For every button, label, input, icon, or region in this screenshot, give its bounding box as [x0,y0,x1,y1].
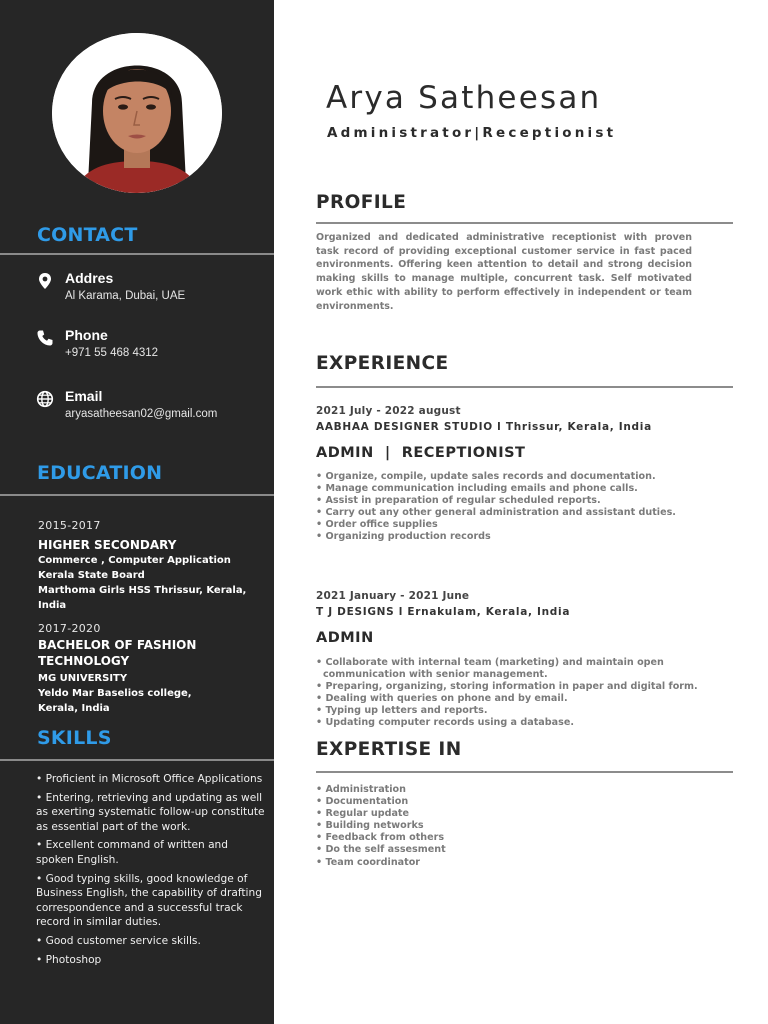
profile-heading: PROFILE [316,192,407,213]
candidate-role: Administrator|Receptionist [327,125,617,141]
phone-icon [36,329,54,347]
job-duty: • Organize, compile, update sales records and documentation. [316,471,656,482]
location-pin-icon [36,272,54,290]
education-degree: HIGHER SECONDARY [38,538,177,552]
profile-summary: Organized and dedicated administrative receptionist with proven task record of providing exceptional customer service in fast paced environments. Offering keen attention to detail and strong decision making skills to manage multiple, concurrent task. Self motivated work ethic with ability to perform effectively in independent or team environments. [316,232,692,312]
contact-divider [0,253,274,255]
skill-item: • Proficient in Microsoft Office Applications [36,773,263,785]
experience-divider [316,386,733,388]
education-detail: MG UNIVERSITY [38,673,128,684]
contact-email-label: Email [65,388,103,404]
education-detail: Kerala State Board [38,570,145,581]
expertise-item: • Administration [316,784,406,795]
job-duty: • Order office supplies [316,519,438,531]
expertise-item: • Documentation [316,796,409,808]
contact-heading: CONTACT [37,224,138,246]
education-detail: Commerce , Computer Application [38,555,231,566]
education-years: 2017-2020 [38,622,101,635]
job-duty: • Dealing with queries on phone and by email. [316,693,568,705]
job-duty: communication with senior management. [323,669,548,681]
job-duties [316,657,716,730]
job-company: AABHAA DESIGNER STUDIO l Thrissur, Kerala, India [316,421,652,433]
globe-icon [36,390,54,408]
job-duties [316,471,716,544]
job-company: T J DESIGNS l Ernakulam, Kerala, India [316,606,571,618]
profile-photo [52,33,222,193]
education-years: 2015-2017 [38,519,101,532]
education-divider [0,494,274,496]
experience-heading: EXPERIENCE [316,353,449,374]
skill-item: • Good typing skills, good knowledge of Business English, the capability of drafting correspondence and a successful track record in similar duties. [36,872,262,929]
skills-list [36,772,268,971]
job-duty: • Typing up letters and reports. [316,705,488,717]
contact-phone-label: Phone [65,327,108,343]
expertise-divider [316,771,733,773]
contact-address-label: Addres [65,270,114,286]
expertise-item: • Team coordinator [316,856,421,868]
job-duty: • Updating computer records using a database. [316,717,574,729]
job-duty: • Organizing production records [316,531,491,543]
sidebar [0,0,274,1024]
skills-divider [0,759,274,761]
candidate-name: Arya Satheesan [326,80,602,116]
contact-email-value: aryasatheesan02@gmail.com [65,408,218,420]
expertise-item: • Building networks [316,820,424,832]
job-date: 2021 July - 2022 august [316,405,461,417]
skills-heading: SKILLS [37,727,112,749]
education-detail: Marthoma Girls HSS Thrissur, Kerala, India [38,585,247,611]
job-duty: • Collaborate with internal team (marketing) and maintain open [316,657,664,668]
job-role: ADMIN | RECEPTIONIST [316,445,526,461]
contact-phone-value: +971 55 468 4312 [65,347,159,359]
skill-item: • Excellent command of written and spoken English. [36,839,228,866]
skill-item: • Photoshop [36,953,102,966]
profile-divider [316,222,733,224]
expertise-list [316,784,716,869]
job-duty: • Preparing, organizing, storing information in paper and digital form. [316,681,698,693]
skill-item: • Entering, retrieving and updating as well as exerting systematic follow-up constitute as essential part of the work. [36,791,265,833]
education-detail: Yeldo Mar Baselios college, Kerala, India [38,688,192,714]
expertise-item: • Regular update [316,808,410,820]
education-heading: EDUCATION [37,462,163,484]
skill-item: • Good customer service skills. [36,934,201,947]
expertise-item: • Do the self assesment [316,844,446,856]
job-role: ADMIN [316,630,374,646]
job-duty: • Assist in preparation of regular scheduled reports. [316,495,601,507]
education-degree: BACHELOR OF FASHION TECHNOLOGY [38,638,197,668]
profile-photo-image [52,33,222,193]
expertise-item: • Feedback from others [316,832,445,844]
job-date: 2021 January - 2021 June [316,590,470,602]
expertise-heading: EXPERTISE IN [316,739,462,760]
contact-address-value: Al Karama, Dubai, UAE [65,290,186,302]
job-duty: • Manage communication including emails and phone calls. [316,483,638,495]
job-duty: • Carry out any other general administration and assistant duties. [316,507,676,519]
